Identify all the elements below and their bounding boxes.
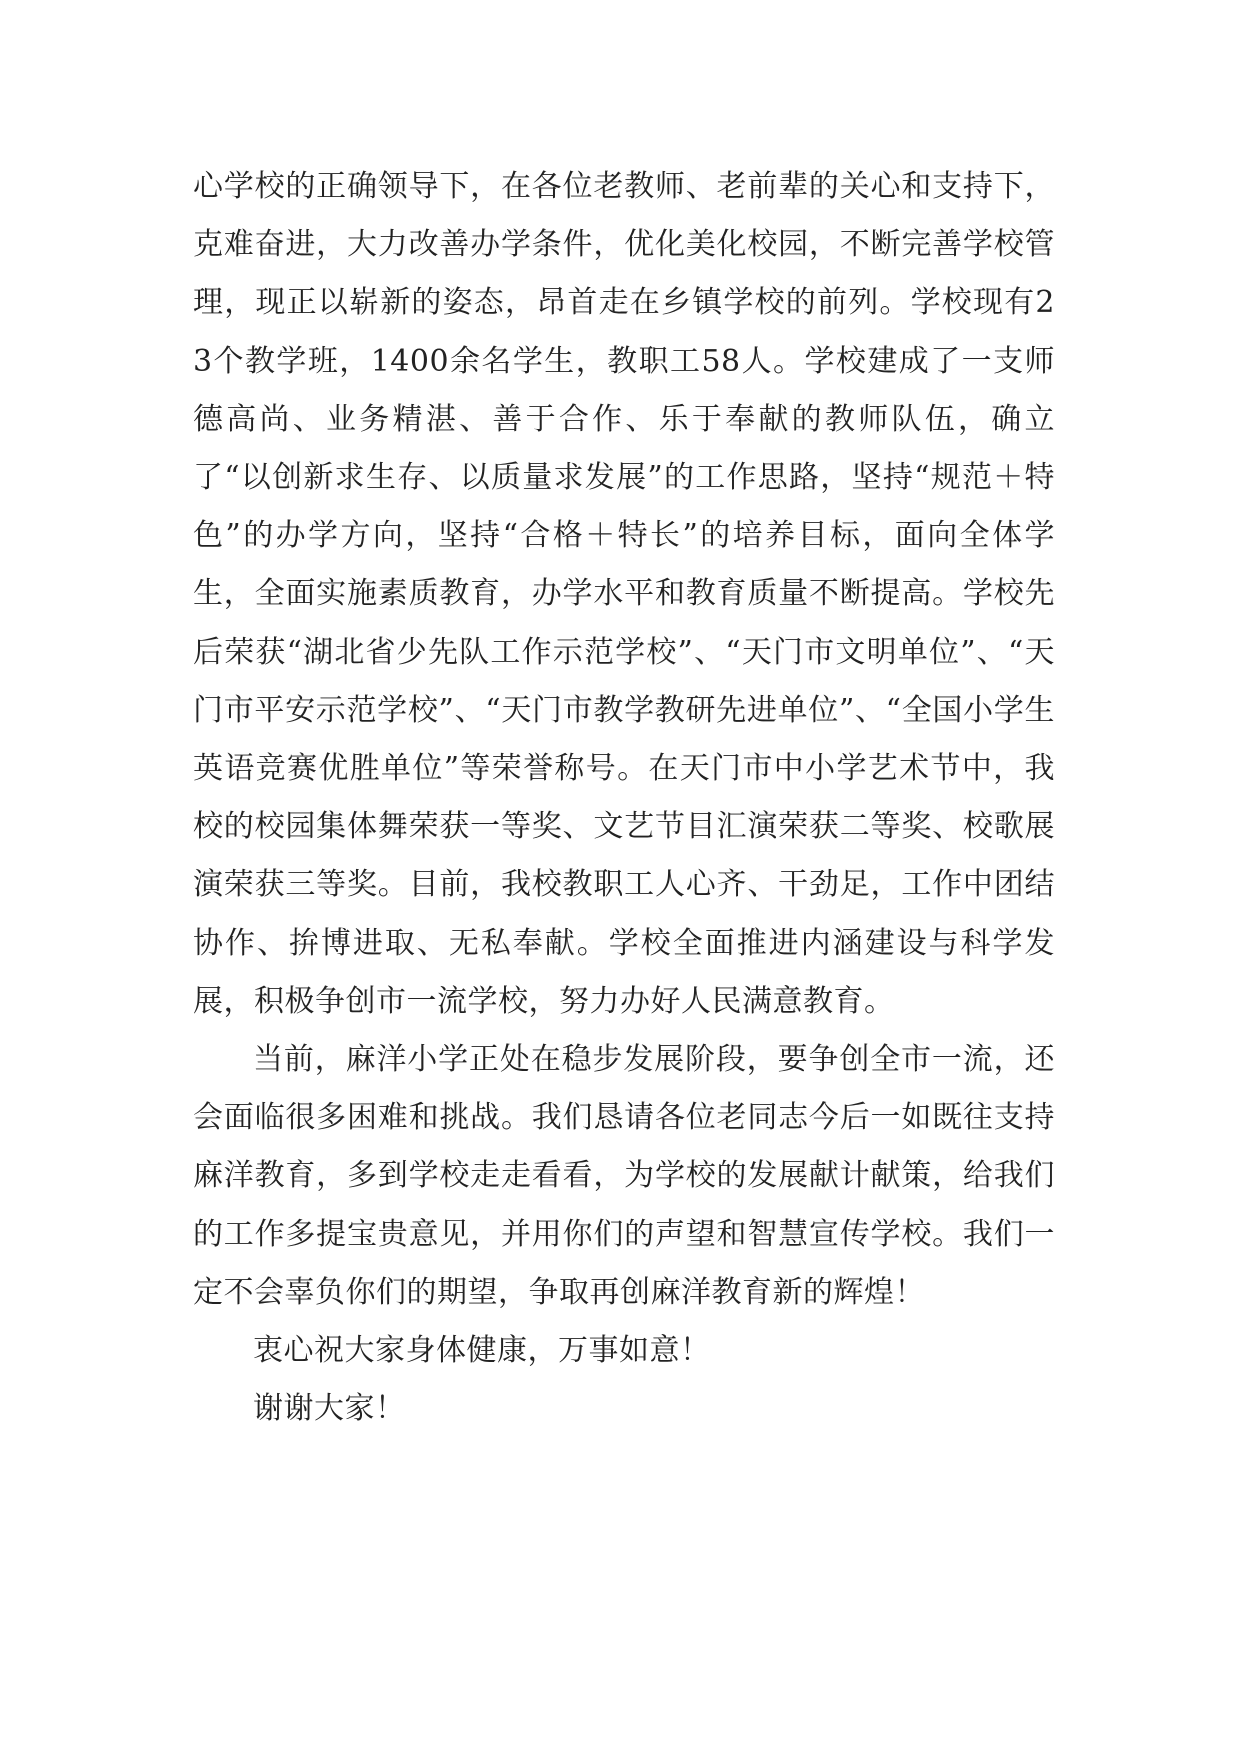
document-body [193, 158, 1055, 1438]
paragraph-wishes: 衷心祝大家身体健康，万事如意！ [253, 1333, 711, 1369]
paragraph-thanks: 谢谢大家！ [253, 1391, 406, 1427]
paragraph-appeal: 当前，麻洋小学正处在稳步发展阶段，要争创全市一流，还会面临很多困难和挑战。我们恳请各位老同志今后一如既往支持麻洋教育，多到学校走走看看，为学校的发展献计献策，给我们的工作多提宝贵意见，并用你们的声望和智慧宣传学校。我们一定不会辜负你们的期望，争取再创麻洋教育新的辉煌！ [193, 1042, 1055, 1310]
paragraph-school-overview: 心学校的正确领导下，在各位老教师、老前辈的关心和支持下，克难奋进，大力改善办学条件，优化美化校园，不断完善学校管理，现正以崭新的姿态，昂首走在乡镇学校的前列。学校现有23个教学班，1400余名学生，教职工58人。学校建成了一支师德高尚、业务精湛、善于合作、乐于奉献的教师队伍，确立了“以创新求生存、以质量求发展”的工作思路，坚持“规范＋特色”的办学方向，坚持“合格＋特长”的培养目标，面向全体学生，全面实施素质教育，办学水平和教育质量不断提高。学校先后荣获“湖北省少先队工作示范学校”、“天门市文明单位”、“天门市平安示范学校”、“天门市教学教研先进单位”、“全国小学生英语竞赛优胜单位”等荣誉称号。在天门市中小学艺术节中，我校的校园集体舞荣获一等奖、文艺节目汇演荣获二等奖、校歌展演荣获三等奖。目前，我校教职工人心齐、干劲足，工作中团结协作、拚博进取、无私奉献。学校全面推进内涵建设与科学发展，积极争创市一流学校，努力办好人民满意教育。 [193, 169, 1055, 1019]
